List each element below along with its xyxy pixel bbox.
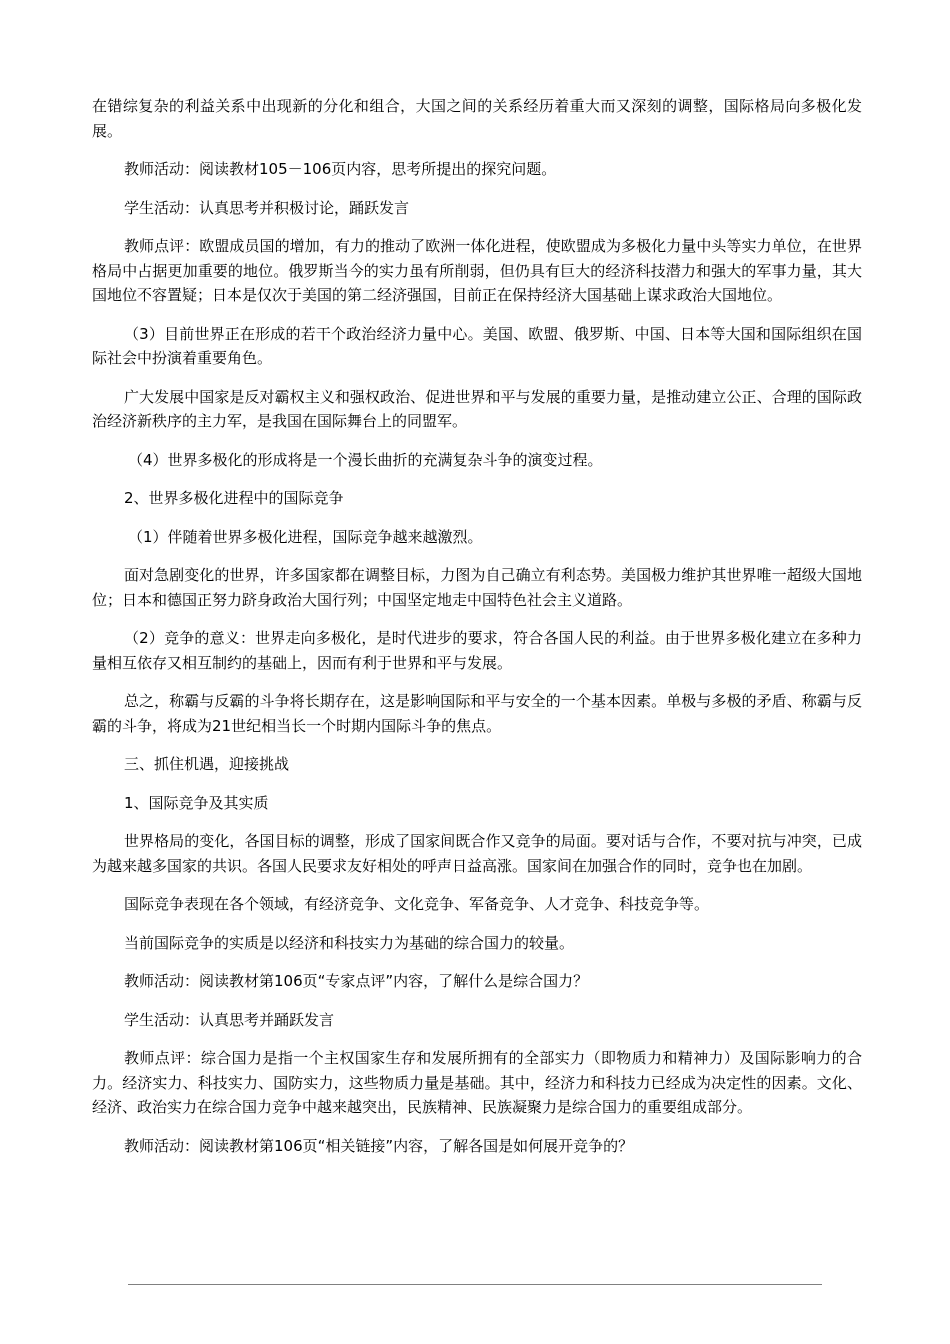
paragraph-competition-fields: 国际竞争表现在各个领域，有经济竞争、文化竞争、军备竞争、人才竞争、科技竞争等。 [124,895,710,913]
paragraph-world-pattern: 世界格局的变化，各国目标的调整，形成了国家间既合作又竞争的局面。要对话与合作，不要对抗与冲突，已成为越来越多国家的共识。各国人民要求友好相处的呼声日益高涨。国家间在加强合作的同时，竞争也在加剧。 [92,832,862,875]
paragraph-student-activity: 学生活动：认真思考并积极讨论，踊跃发言 [124,198,410,217]
document-body [92,94,862,1172]
paragraph-teacher-comment-2: 教师点评：综合国力是指一个主权国家生存和发展所拥有的全部实力（即物质力和精神力）及国际影响力的合力。经济实力、科技实力、国防实力，这些物质力量是基础。其中，经济力和科技力已经成为决定性的因素。文化、经济、政治实力在综合国力竞争中越来越突出，民族精神、民族凝聚力是综合国力的重要组成部分。 [92,1049,862,1116]
paragraph-summary: 总之，称霸与反霸的斗争将长期存在，这是影响国际和平与安全的一个基本因素。单极与多极的矛盾、称霸与反霸的斗争，将成为21世纪相当长一个时期内国际斗争的焦点。 [92,692,862,735]
footer-divider [128,1284,822,1285]
paragraph-student-activity-2: 学生活动：认真思考并踊跃发言 [124,1010,335,1029]
paragraph-teacher-activity-2: 教师活动：阅读教材第106页“专家点评”内容，了解什么是综合国力？ [124,972,589,990]
section-heading-2: 2、世界多极化进程中的国际竞争 [124,489,344,507]
paragraph-changing-world: 面对急剧变化的世界，许多国家都在调整目标，力图为自己确立有利态势。美国极力维护其世界唯一超级大国地位；日本和德国正努力跻身政治大国行列；中国坚定地走中国特色社会主义道路。 [92,566,862,609]
section-heading-3: 三、抓住机遇，迎接挑战 [124,755,290,773]
subsection-heading-1: 1、国际竞争及其实质 [124,793,269,812]
paragraph-teacher-comment: 教师点评：欧盟成员国的增加，有力的推动了欧洲一体化进程，使欧盟成为多极化力量中头等实力单位，在世界格局中占据更加重要的地位。俄罗斯当今的实力虽有所削弱，但仍具有巨大的经济科技潜力和强大的军事力量，其大国地位不容置疑；日本是仅次于美国的第二经济强国，目前正在保持经济大国基础上谋求政治大国地位。 [92,237,862,304]
paragraph-sub-point-2: （2）竞争的意义：世界走向多极化，是时代进步的要求，符合各国人民的利益。由于世界多极化建立在多种力量相互依存又相互制约的基础上，因而有利于世界和平与发展。 [92,629,862,672]
paragraph-continuation: 在错综复杂的利益关系中出现新的分化和组合，大国之间的关系经历着重大而又深刻的调整，国际格局向多极化发展。 [92,97,862,140]
paragraph-competition-essence: 当前国际竞争的实质是以经济和科技实力为基础的综合国力的较量。 [124,933,575,952]
paragraph-teacher-activity-3: 教师活动：阅读教材第106页“相关链接”内容，了解各国是如何展开竞争的？ [124,1136,634,1155]
paragraph-point-4: （4）世界多极化的形成将是一个漫长曲折的充满复杂斗争的演变过程。 [128,450,603,469]
paragraph-sub-point-1: （1）伴随着世界多极化进程，国际竞争越来越激烈。 [128,527,483,546]
paragraph-teacher-activity: 教师活动：阅读教材105－106页内容，思考所提出的探究问题。 [124,160,557,178]
paragraph-point-3: （3）目前世界正在形成的若干个政治经济力量中心。美国、欧盟、俄罗斯、中国、日本等大国和国际组织在国际社会中扮演着重要角色。 [92,324,862,367]
paragraph-developing-countries: 广大发展中国家是反对霸权主义和强权政治、促进世界和平与发展的重要力量，是推动建立公正、合理的国际政治经济新秩序的主力军，是我国在国际舞台上的同盟军。 [92,387,862,430]
